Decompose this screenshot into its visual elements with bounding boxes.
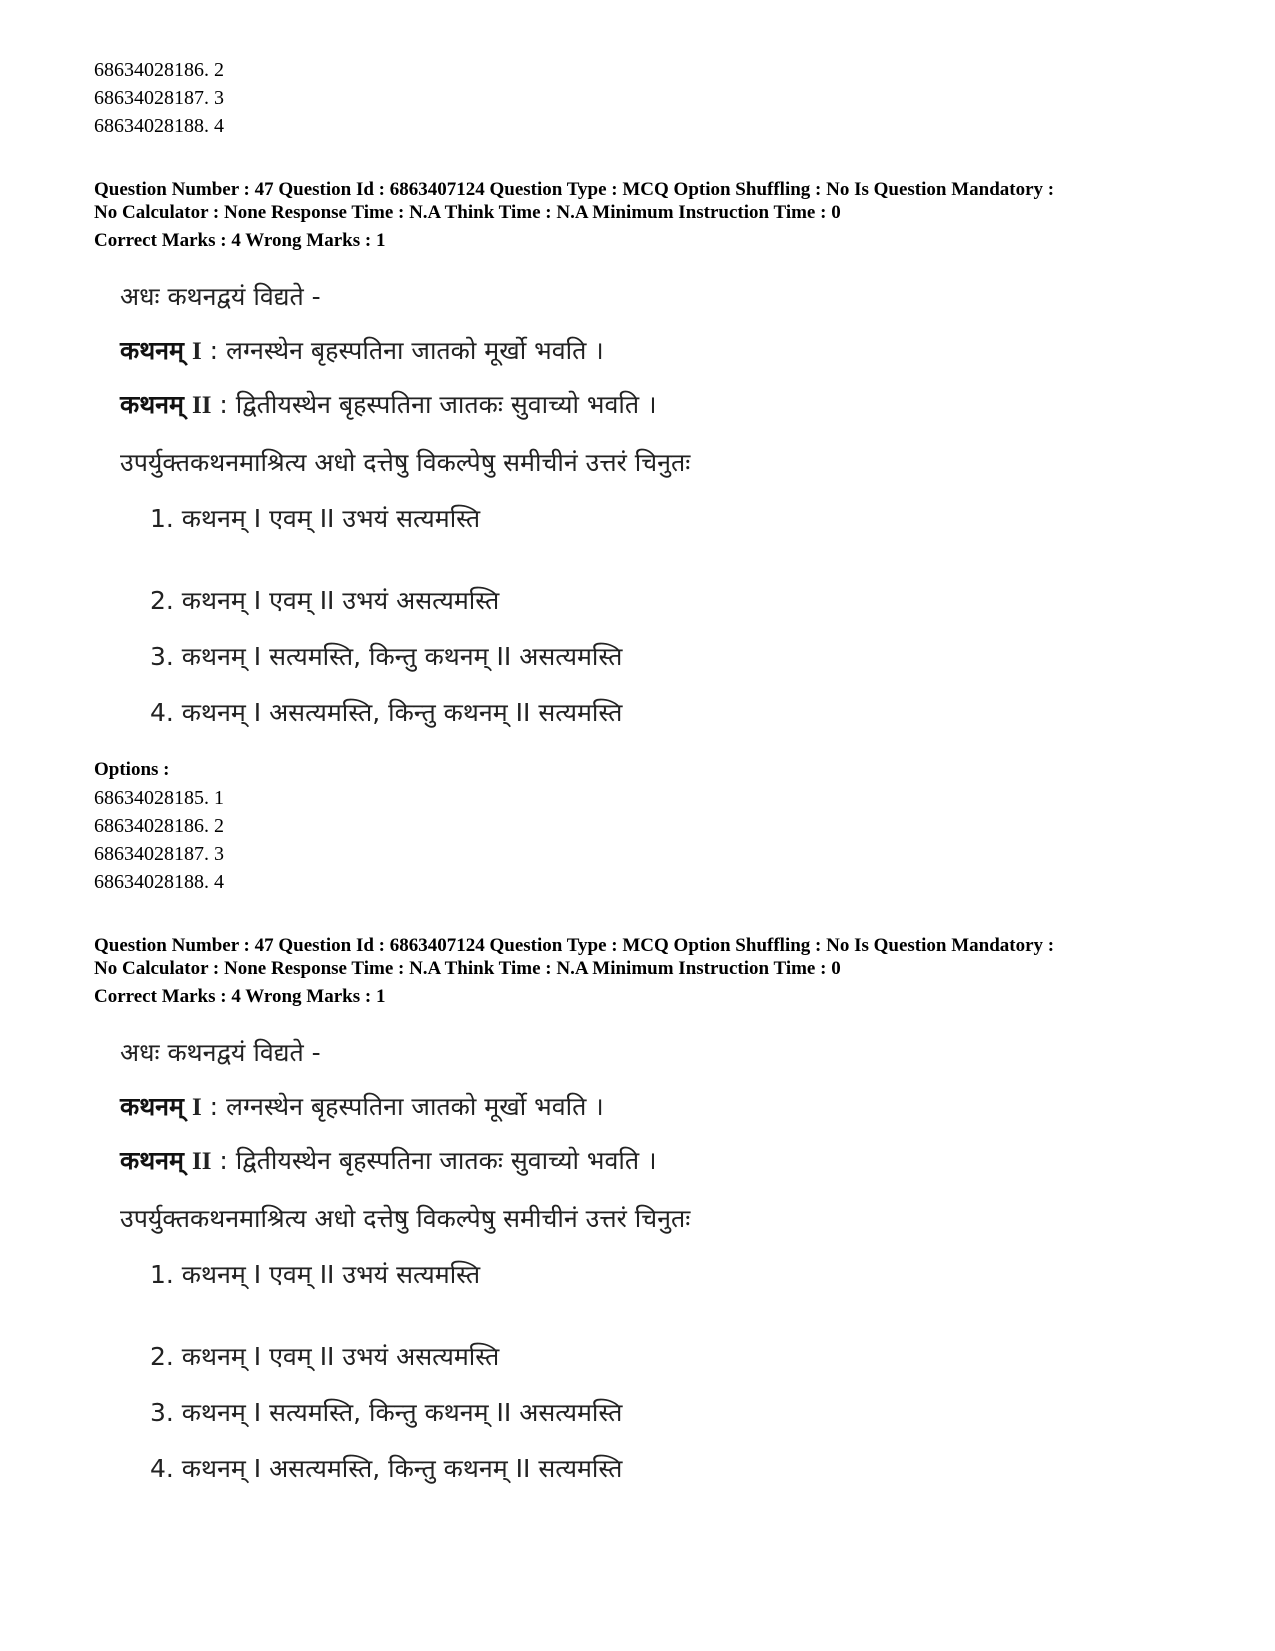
question-meta-line-1: Question Number : 47 Question Id : 6863407124 Question Type : MCQ Option Shuffling : No Is Question Mandatory : [94,935,1055,956]
question-marks: Correct Marks : 4 Wrong Marks : 1 [94,230,386,251]
choice-2: 2. कथनम् I एवम् II उभयं असत्यमस्ति [150,1342,500,1371]
choice-2: 2. कथनम् I एवम् II उभयं असत्यमस्ति [150,586,500,615]
option-item: 68634028187. 3 [94,87,224,109]
choice-4: 4. कथनम् I असत्यमस्ति, किन्तु कथनम् II सत्यमस्ति [150,698,623,727]
question-meta-line-2: No Calculator : None Response Time : N.A Think Time : N.A Minimum Instruction Time : 0 [94,958,841,979]
question-intro: अधः कथनद्वयं विद्यते - [120,1038,321,1067]
question-marks: Correct Marks : 4 Wrong Marks : 1 [94,986,386,1007]
question-intro: अधः कथनद्वयं विद्यते - [120,282,321,311]
option-item: 68634028188. 4 [94,871,224,893]
option-item: 68634028185. 1 [94,787,224,809]
choice-3: 3. कथनम् I सत्यमस्ति, किन्तु कथनम् II असत्यमस्ति [150,1398,623,1427]
option-item: 68634028188. 4 [94,115,224,137]
question-instruction: उपर्युक्तकथनमाश्रित्य अधो दत्तेषु विकल्पेषु समीचीनं उत्तरं चिनुतः [120,1204,691,1233]
statement-1: कथनम् I : लग्नस्थेन बृहस्पतिना जातको मूर्खो भवति । [120,1092,604,1121]
question-instruction: उपर्युक्तकथनमाश्रित्य अधो दत्तेषु विकल्पेषु समीचीनं उत्तरं चिनुतः [120,448,691,477]
choice-1: 1. कथनम् I एवम् II उभयं सत्यमस्ति [150,504,481,533]
choice-4: 4. कथनम् I असत्यमस्ति, किन्तु कथनम् II सत्यमस्ति [150,1454,623,1483]
options-label: Options : [94,759,170,780]
option-item: 68634028186. 2 [94,59,224,81]
option-item: 68634028186. 2 [94,815,224,837]
statement-2: कथनम् II : द्वितीयस्थेन बृहस्पतिना जातकः सुवाच्यो भवति । [120,390,657,419]
question-meta-line-1: Question Number : 47 Question Id : 6863407124 Question Type : MCQ Option Shuffling : No Is Question Mandatory : [94,179,1055,200]
choice-1: 1. कथनम् I एवम् II उभयं सत्यमस्ति [150,1260,481,1289]
choice-3: 3. कथनम् I सत्यमस्ति, किन्तु कथनम् II असत्यमस्ति [150,642,623,671]
statement-1: कथनम् I : लग्नस्थेन बृहस्पतिना जातको मूर्खो भवति । [120,336,604,365]
question-meta-line-2: No Calculator : None Response Time : N.A Think Time : N.A Minimum Instruction Time : 0 [94,202,841,223]
option-item: 68634028187. 3 [94,843,224,865]
statement-2: कथनम् II : द्वितीयस्थेन बृहस्पतिना जातकः सुवाच्यो भवति । [120,1146,657,1175]
